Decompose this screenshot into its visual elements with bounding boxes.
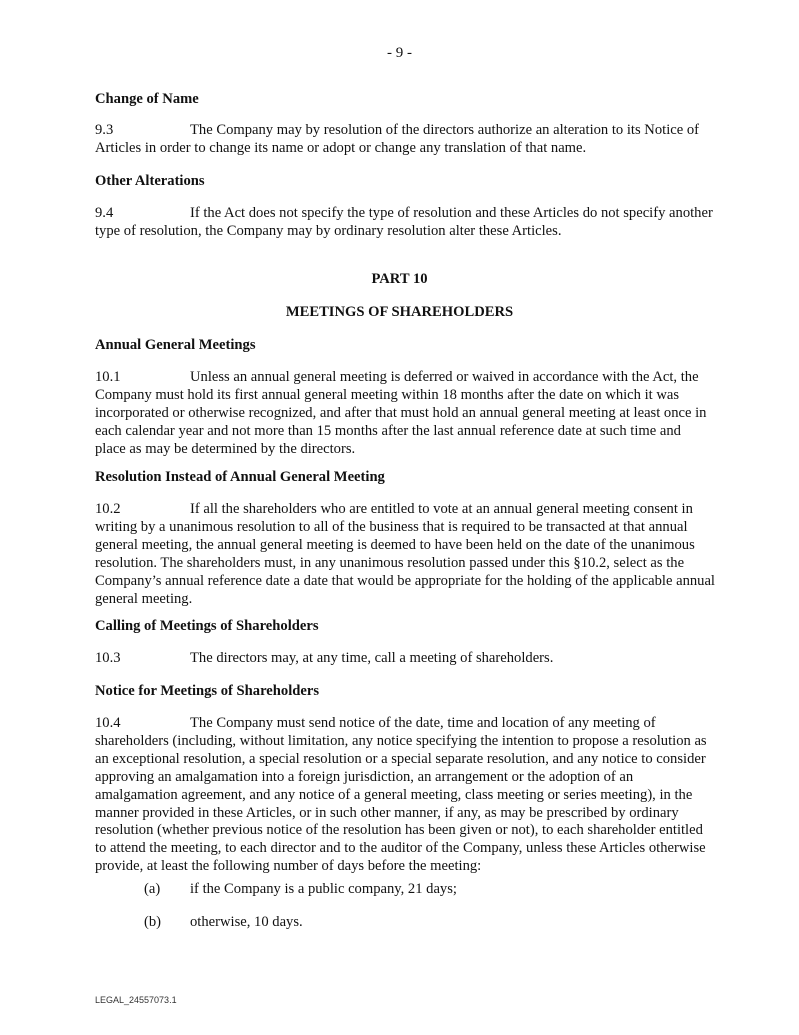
- section-heading-notice-meetings: Notice for Meetings of Shareholders: [95, 683, 320, 699]
- paragraph-number: 10.4: [95, 715, 121, 731]
- list-item-b: [144, 913, 303, 931]
- paragraph-10-2: [95, 501, 715, 608]
- list-item-text: if the Company is a public company, 21 days;: [190, 881, 457, 897]
- paragraph-10-3: [95, 650, 715, 668]
- list-item-label: (b): [144, 914, 162, 930]
- part-subtitle: MEETINGS OF SHAREHOLDERS: [285, 304, 514, 320]
- paragraph-number: 9.4: [95, 205, 114, 221]
- paragraph-text: The Company may by resolution of the directors authorize an alteration to its Notice of Articles in order to change its name or adopt or change any translation of that name.: [95, 122, 700, 156]
- document-footer-id: LEGAL_24557073.1: [95, 995, 177, 1005]
- paragraph-10-1: [95, 369, 715, 459]
- list-item-label: (a): [144, 881, 161, 897]
- list-item-a: [144, 880, 457, 898]
- section-heading-calling-meetings: Calling of Meetings of Shareholders: [95, 618, 319, 634]
- section-heading-resolution-instead: Resolution Instead of Annual General Meeting: [95, 469, 385, 485]
- section-heading-other-alterations: Other Alterations: [95, 173, 205, 189]
- list-item-text: otherwise, 10 days.: [190, 914, 303, 930]
- part-title: PART 10: [371, 271, 428, 287]
- paragraph-text: If all the shareholders who are entitled to vote at an annual general meeting consent in writing by a unanimous resolution to all of the business that is required to be transacted at that annual general meeting, the annual general meeting is deemed to have been held on the date of the unanimous resolution. The shareholders must, in any unanimous resolution passed under this §10.2, select as the Company’s annual reference date a date that would be appropriate for the holding of the applicable annual general meeting.: [95, 501, 715, 607]
- paragraph-9-4: [95, 205, 715, 241]
- paragraph-9-3: [95, 122, 715, 158]
- section-heading-change-of-name: Change of Name: [95, 91, 199, 107]
- paragraph-number: 9.3: [95, 122, 114, 138]
- section-heading-annual-general-meetings: Annual General Meetings: [95, 337, 256, 353]
- paragraph-10-4: [95, 715, 715, 876]
- paragraph-number: 10.1: [95, 369, 121, 385]
- paragraph-text: The Company must send notice of the date, time and location of any meeting of shareholders (including, without limitation, any notice specifying the intention to propose a resolution as an exceptional resolution, a special resolution or a special separate resolution, and any notice to consider approving an amalgamation into a foreign jurisdiction, an arrangement or the adoption of an amalgamation agreement, and any notice of a general meeting, class meeting or series meeting), in the manner provided in these Articles, or in such other manner, if any, as may be prescribed by ordinary resolution (whether previous notice of the resolution has been given or not), to each shareholder entitled to attend the meeting, to each director and to the auditor of the Company, unless these Articles otherwise provide, at least the following number of days before the meeting:: [95, 715, 707, 875]
- page-number: - 9 -: [387, 45, 412, 61]
- paragraph-number: 10.2: [95, 501, 121, 517]
- paragraph-text: Unless an annual general meeting is deferred or waived in accordance with the Act, the Company must hold its first annual general meeting within 18 months after the date on which it was incorporated or otherwise recognized, and after that must hold an annual general meeting at least once in each calendar year and not more than 15 months after the last annual reference date at such time and place as may be determined by the directors.: [95, 369, 707, 457]
- paragraph-number: 10.3: [95, 650, 121, 666]
- paragraph-text: The directors may, at any time, call a meeting of shareholders.: [190, 650, 554, 666]
- paragraph-text: If the Act does not specify the type of resolution and these Articles do not specify another type of resolution, the Company may by ordinary resolution alter these Articles.: [95, 205, 713, 239]
